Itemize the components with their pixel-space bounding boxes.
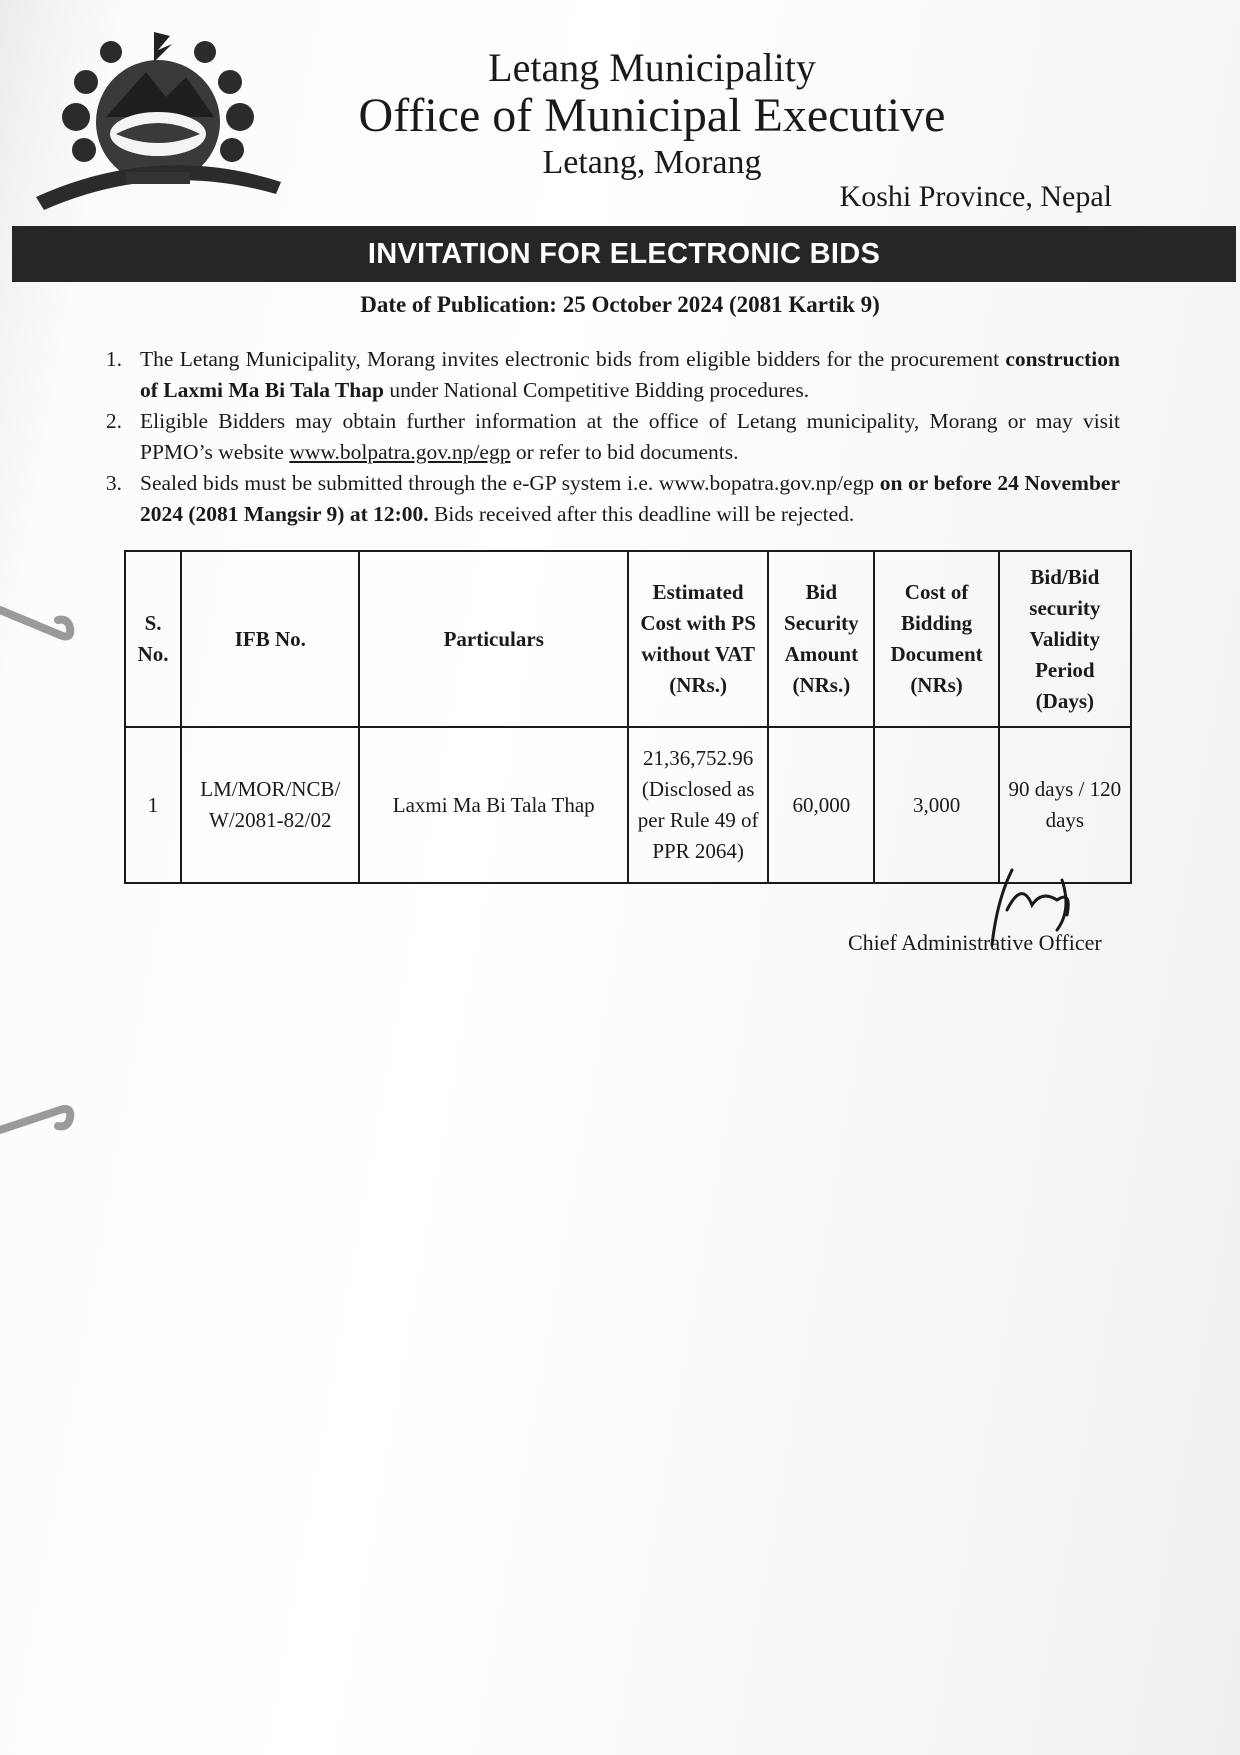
cell-ifb-no: LM/MOR/NCB/ W/2081-82/02 [181, 727, 359, 883]
cell-estimated-cost: 21,36,752.96 (Disclosed as per Rule 49 of PPR 2064) [628, 727, 768, 883]
notice-items [70, 344, 1120, 530]
item-number: 2. [105, 409, 122, 433]
cell-particulars: Laxmi Ma Bi Tala Thap [359, 727, 628, 883]
office-location: Letang, Morang [542, 144, 762, 181]
column-header: Bid Security Amount (NRs.) [768, 551, 874, 727]
nepal-national-emblem-icon [36, 22, 281, 222]
column-header: Bid/Bid security Validity Period (Days) [999, 551, 1131, 727]
binder-ring-icon [0, 1090, 90, 1150]
item-text [140, 406, 1120, 468]
column-header: S. No. [125, 551, 181, 727]
binder-ring-icon [0, 590, 90, 650]
cell-validity: 90 days / 120 days [999, 727, 1131, 883]
signatory-title: Chief Administrative Officer [848, 930, 1102, 955]
notice-title: INVITATION FOR ELECTRONIC BIDS [367, 237, 881, 270]
municipality-name: Letang Municipality [488, 45, 816, 90]
cell-bid-security: 60,000 [768, 727, 874, 883]
column-header: Cost of Bidding Document (NRs) [874, 551, 998, 727]
cell-sno: 1 [125, 727, 181, 883]
egp-link[interactable]: www.bolpatra.gov.np/egp [289, 440, 511, 464]
item-text-part: Sealed bids must be submitted through the e-GP system i.e. www.bopatra.gov.np/egp [140, 471, 880, 495]
item-text-bold: on or before 24 November 2024 (2081 Mangsir 9) at 12:00. [140, 471, 1120, 526]
item-text-part: Bids received after this deadline will be rejected. [428, 502, 855, 526]
column-header: Estimated Cost with PS without VAT (NRs.) [628, 551, 768, 727]
publication-date: Date of Publication: 25 October 2024 (2081 Kartik 9) [360, 292, 880, 317]
list-item [70, 468, 1120, 530]
item-text-part: Eligible Bidders may obtain further information at the office of Letang municipality, Morang or may visit PPMO’s website [140, 409, 1120, 464]
list-item [70, 344, 1120, 406]
item-number: 1. [105, 347, 122, 371]
notice-banner [12, 226, 1236, 282]
column-header: Particulars [359, 551, 628, 727]
item-text-part: or refer to bid documents. [510, 440, 739, 464]
list-item [70, 406, 1120, 468]
item-text-part: under National Competitive Bidding procedures. [383, 378, 810, 402]
item-text [140, 468, 1120, 530]
item-number: 3. [105, 471, 122, 495]
table-header-row [125, 551, 1131, 727]
bid-table [124, 550, 1132, 884]
office-name: Office of Municipal Executive [358, 89, 946, 142]
cell-doc-cost: 3,000 [874, 727, 998, 883]
province-name: Koshi Province, Nepal [839, 180, 1112, 213]
item-text-bold: construction of Laxmi Ma Bi Tala Thap [140, 347, 1120, 402]
column-header: IFB No. [181, 551, 359, 727]
item-text-part: The Letang Municipality, Morang invites electronic bids from eligible bidders for the procurement [140, 347, 1006, 371]
item-text [140, 344, 1120, 406]
